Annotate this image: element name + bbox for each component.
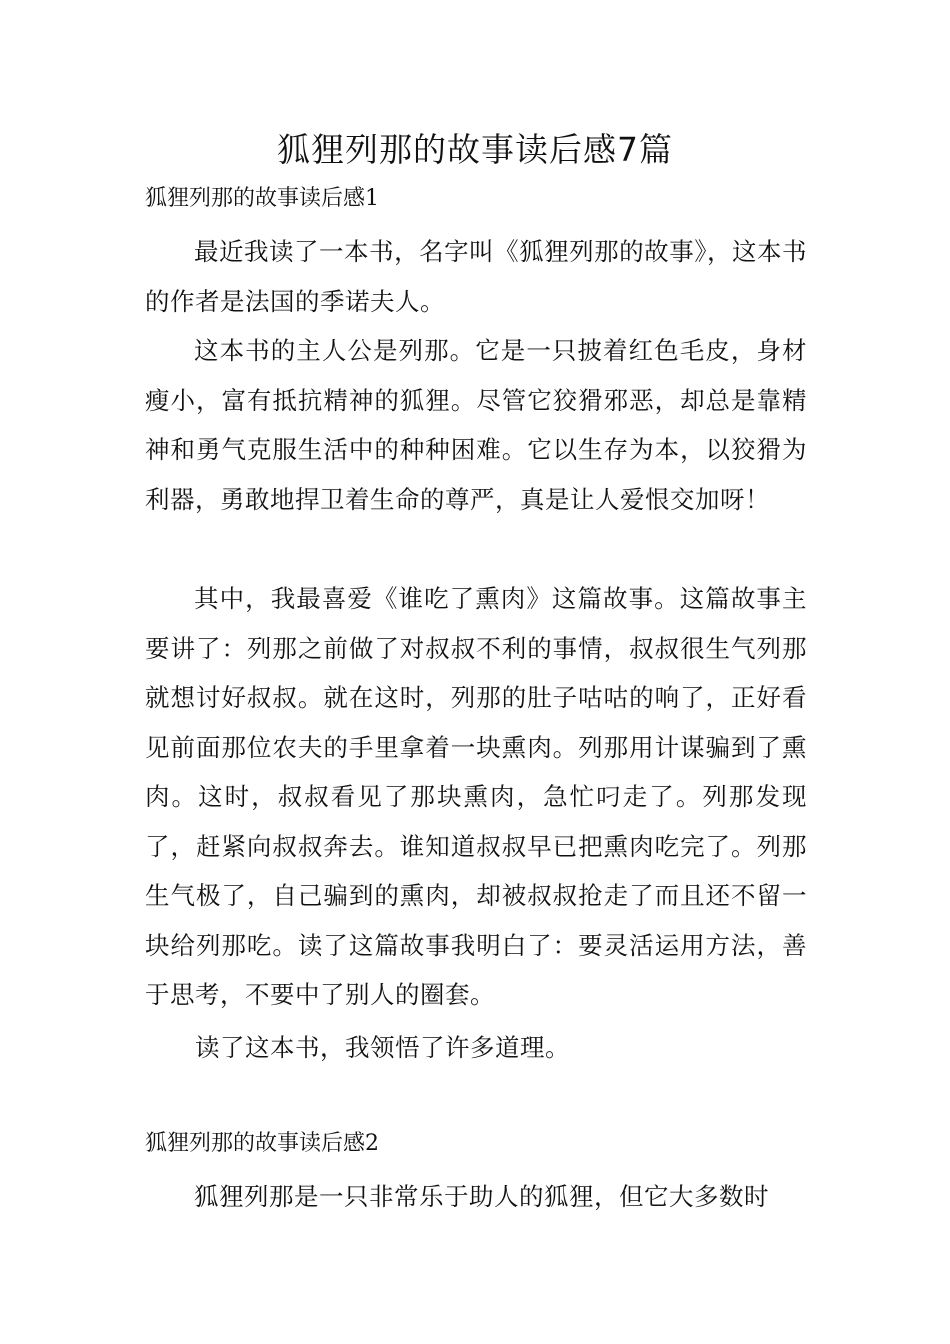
paragraph: 狐狸列那是一只非常乐于助人的狐狸，但它大多数时: [194, 1182, 769, 1211]
paragraph: 其中，我最喜爱《谁吃了熏肉》这篇故事。这篇故事主要讲了：列那之前做了对叔叔不利的事情，叔叔很生气列那就想讨好叔叔。就在这时，列那的肚子咕咕的响了，正好看见前面那位农夫的手里拿着一块熏肉。列那用计谋骗到了熏肉。这时，叔叔看见了那块熏肉，急忙叼走了。列那发现了，赶紧向叔叔奔去。谁知道叔叔早已把熏肉吃完了。列那生气极了，自己骗到的熏肉，却被叔叔抢走了而且还不留一块给列那吃。读了这篇故事我明白了：要灵活运用方法，善于思考，不要中了别人的圈套。: [145, 584, 807, 1009]
paragraph: 最近我读了一本书，名字叫《狐狸列那的故事》，这本书的作者是法国的季诺夫人。: [145, 237, 807, 316]
paragraph: 这本书的主人公是列那。它是一只披着红色毛皮，身材瘦小，富有抵抗精神的狐狸。尽管它狡猾邪恶，却总是靠精神和勇气克服生活中的种种困难。它以生存为本，以狡猾为利器，勇敢地捍卫着生命的尊严，真是让人爱恨交加呀！: [145, 336, 807, 514]
section-heading-2: 狐狸列那的故事读后感2: [145, 1131, 379, 1156]
section-heading-1: 狐狸列那的故事读后感1: [145, 186, 379, 211]
paragraph: 读了这本书，我领悟了许多道理。: [195, 1033, 570, 1062]
document-title: 狐狸列那的故事读后感7篇: [277, 130, 673, 169]
